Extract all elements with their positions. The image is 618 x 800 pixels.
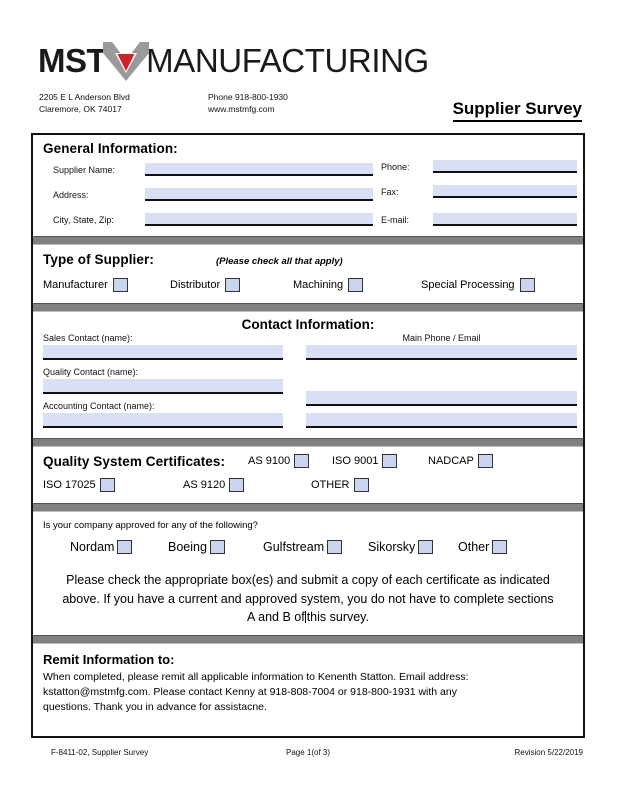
label-sales-contact: Sales Contact (name): xyxy=(43,333,133,343)
field-row-email xyxy=(381,213,577,226)
general-information-title: General Information: xyxy=(43,141,178,156)
option-as-9120-label: AS 9120 xyxy=(183,479,226,491)
page-title: Supplier Survey xyxy=(453,99,582,122)
company-contact xyxy=(208,92,288,115)
contact-sales-right xyxy=(306,333,577,360)
contact-row-accounting xyxy=(43,401,573,435)
checkbox-iso-9001[interactable] xyxy=(382,454,397,468)
footer-document-id: F-8411-02, Supplier Survey xyxy=(51,748,149,757)
option-nordam[interactable] xyxy=(70,540,132,554)
chevron-arrow-logo-icon xyxy=(103,40,149,82)
option-machining-label: Machining xyxy=(293,279,344,291)
input-quality-contact-name[interactable] xyxy=(43,379,283,394)
label-phone: Phone: xyxy=(381,162,410,172)
section-divider xyxy=(33,236,583,245)
label-address: Address: xyxy=(53,190,89,200)
option-distributor-label: Distributor xyxy=(170,279,221,291)
checkbox-machining[interactable] xyxy=(348,278,363,292)
option-as-9120[interactable] xyxy=(183,478,244,492)
checkbox-distributor[interactable] xyxy=(225,278,240,292)
label-quality-contact: Quality Contact (name): xyxy=(43,367,139,377)
section-general-information xyxy=(33,135,583,236)
remit-information-body xyxy=(43,670,573,715)
option-machining[interactable] xyxy=(293,278,363,292)
field-row-address xyxy=(53,188,373,201)
option-manufacturer[interactable] xyxy=(43,278,128,292)
type-of-supplier-title: Type of Supplier: xyxy=(43,252,154,267)
contact-accounting-right xyxy=(306,401,577,428)
option-iso-9001[interactable] xyxy=(332,454,397,468)
option-boeing[interactable] xyxy=(168,540,225,554)
checkbox-manufacturer[interactable] xyxy=(113,278,128,292)
input-accounting-contact-name[interactable] xyxy=(43,413,283,428)
quality-system-certificates-title: Quality System Certificates: xyxy=(43,454,226,469)
contact-information-fields xyxy=(43,333,573,435)
input-email[interactable] xyxy=(433,213,577,226)
approvals-instructions xyxy=(43,571,573,627)
label-accounting-contact: Accounting Contact (name): xyxy=(43,401,155,411)
approvals-instructions-line-3a: complete sections A and B of xyxy=(247,591,554,624)
checkbox-as-9100[interactable] xyxy=(294,454,309,468)
remit-line-3: questions. Thank you in advance for assistacne. xyxy=(43,700,267,713)
option-special-processing[interactable] xyxy=(421,278,535,292)
option-special-processing-label: Special Processing xyxy=(421,279,515,291)
contact-information-title: Contact Information: xyxy=(241,317,375,332)
checkbox-other-certificate[interactable] xyxy=(354,478,369,492)
checkbox-iso-17025[interactable] xyxy=(100,478,115,492)
type-of-supplier-note: (Please check all that apply) xyxy=(215,256,343,267)
contact-sales-left xyxy=(43,333,283,360)
approvals-instructions-line-3b: this survey. xyxy=(306,610,369,624)
input-accounting-phone-email[interactable] xyxy=(306,413,577,428)
field-row-phone xyxy=(381,160,577,173)
label-main-phone-email: Main Phone / Email xyxy=(402,333,481,343)
contact-quality-left xyxy=(43,367,283,394)
option-distributor[interactable] xyxy=(170,278,240,292)
address-line-1: 2205 E L Anderson Blvd xyxy=(39,92,130,102)
section-type-of-supplier xyxy=(33,245,583,303)
field-row-city-state-zip xyxy=(53,213,373,226)
logo-wordmark-mst: MST xyxy=(38,41,107,79)
option-iso-17025[interactable] xyxy=(43,478,115,492)
option-as-9100-label: AS 9100 xyxy=(248,455,291,467)
label-city-state-zip: City, State, Zip: xyxy=(53,215,114,225)
input-city-state-zip[interactable] xyxy=(145,213,373,226)
section-divider xyxy=(33,503,583,512)
field-row-fax xyxy=(381,185,577,198)
company-website: www.mstmfg.com xyxy=(208,103,275,114)
remit-information-title: Remit Information to: xyxy=(43,651,175,667)
option-manufacturer-label: Manufacturer xyxy=(43,279,108,291)
footer-page-number: Page 1(of 3) xyxy=(285,748,331,757)
option-other-certificate-label: OTHER xyxy=(311,479,350,491)
contact-row-sales xyxy=(43,333,573,367)
checkbox-gulfstream[interactable] xyxy=(327,540,342,554)
remit-line-1: When completed, please remit all applicable information to Kenenth Statton. Email address: xyxy=(43,670,469,683)
checkbox-other-approval[interactable] xyxy=(492,540,507,554)
type-of-supplier-header xyxy=(43,252,573,267)
contact-accounting-left xyxy=(43,401,283,428)
option-iso-9001-label: ISO 9001 xyxy=(332,455,379,467)
logo-wordmark-manufacturing: MANUFACTURING xyxy=(146,41,429,79)
contact-row-quality xyxy=(43,367,573,401)
option-sikorsky[interactable] xyxy=(368,540,433,554)
approvals-question: Is your company approved for any of the following? xyxy=(43,520,258,531)
survey-form xyxy=(31,133,585,738)
section-divider xyxy=(33,635,583,644)
input-supplier-name[interactable] xyxy=(145,163,373,176)
option-other-certificate[interactable] xyxy=(311,478,369,492)
option-nadcap-label: NADCAP xyxy=(428,455,474,467)
section-divider xyxy=(33,303,583,312)
general-information-fields xyxy=(43,160,573,232)
section-quality-system-certificates xyxy=(33,447,583,503)
input-address[interactable] xyxy=(145,188,373,201)
option-gulfstream-label: Gulfstream xyxy=(263,540,325,554)
company-address xyxy=(39,92,130,115)
section-approvals xyxy=(33,512,583,635)
input-sales-contact-name[interactable] xyxy=(43,345,283,360)
option-sikorsky-label: Sikorsky xyxy=(368,540,416,554)
page-header xyxy=(0,0,618,131)
checkbox-sikorsky[interactable] xyxy=(418,540,433,554)
section-divider xyxy=(33,438,583,447)
checkbox-boeing[interactable] xyxy=(210,540,225,554)
type-of-supplier-options xyxy=(43,278,573,296)
input-fax[interactable] xyxy=(433,185,577,198)
option-gulfstream[interactable] xyxy=(263,540,342,554)
approvals-options xyxy=(43,540,573,560)
label-email: E-mail: xyxy=(381,215,410,225)
checkbox-nordam[interactable] xyxy=(117,540,132,554)
field-row-supplier-name xyxy=(53,163,373,176)
company-logo xyxy=(38,36,429,84)
input-phone[interactable] xyxy=(433,160,577,173)
checkbox-as-9120[interactable] xyxy=(229,478,244,492)
checkbox-special-processing[interactable] xyxy=(520,278,535,292)
remit-line-2: kstatton@mstmfg.com. Please contact Kenny at 918-808-7004 or 918-800-1931 with any xyxy=(43,685,457,698)
footer-revision: Revision 5/22/2019 xyxy=(514,748,583,757)
checkbox-nadcap[interactable] xyxy=(478,454,493,468)
section-contact-information xyxy=(33,312,583,438)
company-phone: Phone 918-800-1930 xyxy=(208,92,288,102)
option-boeing-label: Boeing xyxy=(168,540,207,554)
option-iso-17025-label: ISO 17025 xyxy=(43,479,96,491)
label-fax: Fax: xyxy=(381,187,399,197)
certificates-row-1 xyxy=(43,454,573,472)
section-remit-information xyxy=(33,644,583,715)
page-footer xyxy=(31,748,585,762)
option-nordam-label: Nordam xyxy=(70,540,115,554)
approvals-instructions-line-1: Please check the appropriate box(es) and submit a copy of each certificate as xyxy=(66,573,497,587)
option-as-9100[interactable] xyxy=(248,454,309,468)
option-other-approval[interactable] xyxy=(458,540,507,554)
certificates-row-2 xyxy=(43,478,573,496)
input-sales-phone-email[interactable] xyxy=(306,345,577,360)
label-supplier-name: Supplier Name: xyxy=(53,165,116,175)
approvals-instructions-line-2: indicated above. If you have a current and approved system, you do not have to xyxy=(62,573,550,606)
address-line-2: Claremore, OK 74017 xyxy=(39,103,122,114)
option-nadcap[interactable] xyxy=(428,454,493,468)
option-other-approval-label: Other xyxy=(458,540,490,554)
